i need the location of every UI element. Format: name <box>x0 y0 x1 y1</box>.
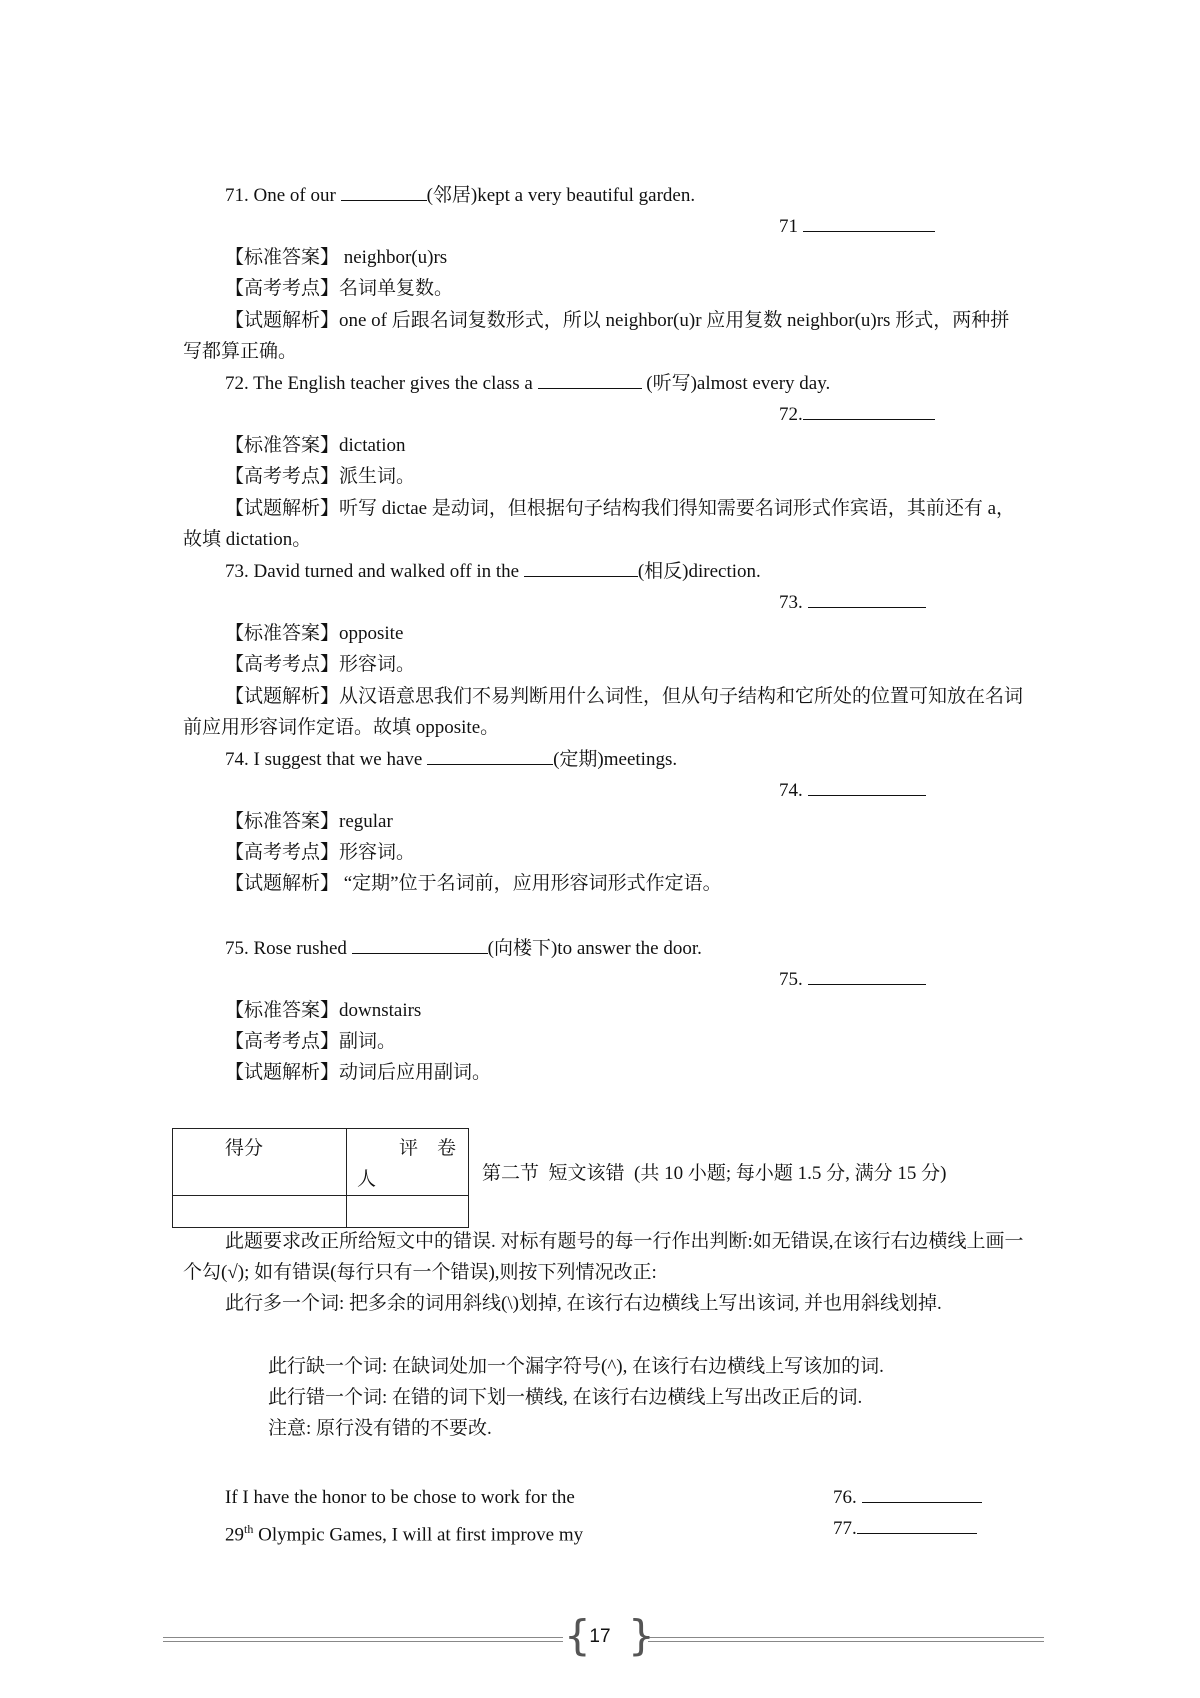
answer-blank[interactable] <box>524 560 638 577</box>
exam-point: 【高考考点】派生词。 <box>225 466 416 487</box>
left-brace-icon: { <box>564 1611 591 1660</box>
question-text: 71. One of our <box>225 185 341 206</box>
grader-value-cell[interactable] <box>347 1196 469 1228</box>
question-text: (邻居)kept a very beautiful garden. <box>426 185 696 206</box>
answer-blank[interactable] <box>857 1517 977 1534</box>
analysis: 【试题解析】从汉语意思我们不易判断用什么词性，但从句子结构和它所处的位置可知放在名词前应用形容词作定语。故填 opposite。 <box>183 686 1024 738</box>
answer-number: 74. <box>779 780 803 801</box>
standard-answer: 【标准答案】regular <box>225 811 393 832</box>
question-text: (定期)meetings. <box>553 749 678 770</box>
answer-line-77 <box>833 1515 977 1543</box>
question-text: (相反)direction. <box>637 561 761 582</box>
question-75 <box>225 935 702 963</box>
answer-line-76 <box>833 1484 982 1512</box>
analysis: 【试题解析】听写 dictae 是动词，但根据句子结构我们得知需要名词形式作宾语，其前还有 a，故填 dictation。 <box>183 498 1016 550</box>
score-cell <box>173 1129 347 1196</box>
instructions-p5: 注意: 原行没有错的不要改. <box>268 1418 492 1439</box>
answer-blank[interactable] <box>341 184 427 201</box>
answer-blank[interactable] <box>808 779 926 796</box>
instructions-p3: 此行缺一个词: 在缺词处加一个漏字符号(^), 在该行右边横线上写该加的词. <box>268 1356 884 1377</box>
passage-text: Olympic Games, I will at first improve my <box>253 1524 584 1546</box>
answer-blank[interactable] <box>803 403 935 420</box>
answer-number: 73. <box>779 592 803 613</box>
question-74 <box>225 746 677 774</box>
standard-answer: 【标准答案】opposite <box>225 623 404 644</box>
grader-label: 评 卷 <box>399 1138 457 1159</box>
answer-line-74 <box>779 777 926 805</box>
passage-line-77 <box>225 1515 583 1549</box>
answer-number: 75. <box>779 969 803 990</box>
score-label: 得分 <box>225 1138 264 1159</box>
standard-answer: 【标准答案】 neighbor(u)rs <box>225 247 448 268</box>
answer-blank[interactable] <box>803 215 935 232</box>
answer-blank[interactable] <box>808 591 926 608</box>
question-text: 73. David turned and walked off in the <box>225 561 524 582</box>
question-text: (听写)almost every day. <box>641 373 831 394</box>
footer-rule-right <box>648 1637 1044 1642</box>
exam-point: 【高考考点】形容词。 <box>225 842 416 863</box>
answer-blank[interactable] <box>862 1486 982 1503</box>
ordinal-suffix: th <box>244 1522 254 1536</box>
answer-line-71 <box>779 213 935 241</box>
question-71 <box>225 182 695 210</box>
standard-answer: 【标准答案】downstairs <box>225 1000 422 1021</box>
page-number: 17 <box>589 1626 611 1647</box>
passage-line-76: If I have the honor to be chose to work for the <box>225 1487 575 1508</box>
instructions-p4: 此行错一个词: 在错的词下划一横线, 在该行右边横线上写出改正后的词. <box>268 1387 863 1408</box>
question-72 <box>225 370 830 398</box>
answer-blank[interactable] <box>538 372 642 389</box>
score-value-cell[interactable] <box>173 1196 347 1228</box>
answer-line-73 <box>779 589 926 617</box>
exam-point: 【高考考点】名词单复数。 <box>225 278 454 299</box>
answer-line-72 <box>779 401 935 429</box>
question-73 <box>225 558 761 586</box>
answer-blank[interactable] <box>352 937 488 954</box>
instructions-p2: 此行多一个词: 把多余的词用斜线(\)划掉, 在该行右边横线上写出该词, 并也用斜线划掉. <box>225 1293 942 1314</box>
section-title: 第二节 短文该错 (共 10 小题; 每小题 1.5 分, 满分 15 分) <box>482 1163 947 1184</box>
analysis: 【试题解析】动词后应用副词。 <box>225 1062 492 1083</box>
grader-label: 人 <box>357 1169 377 1190</box>
question-text: (向楼下)to answer the door. <box>487 938 702 959</box>
answer-blank[interactable] <box>808 968 926 985</box>
answer-blank[interactable] <box>427 748 553 765</box>
answer-number: 71 <box>779 216 798 237</box>
footer-rule-left <box>163 1637 563 1642</box>
answer-number: 76. <box>833 1487 857 1508</box>
question-text: 74. I suggest that we have <box>225 749 428 770</box>
passage-text: 29 <box>225 1524 244 1546</box>
answer-number: 72. <box>779 404 803 425</box>
analysis: 【试题解析】 “定期”位于名词前，应用形容词形式作定语。 <box>225 873 722 894</box>
exam-point: 【高考考点】副词。 <box>225 1031 397 1052</box>
question-text: 75. Rose rushed <box>225 938 352 959</box>
analysis: 【试题解析】one of 后跟名词复数形式，所以 neighbor(u)r 应用复数 neighbor(u)rs 形式，两种拼写都算正确。 <box>183 310 1010 362</box>
instructions-p1: 此题要求改正所给短文中的错误. 对标有题号的每一行作出判断:如无错误,在该行右边横线上画一个勾(√); 如有错误(每行只有一个错误),则按下列情况改正: <box>183 1231 1024 1283</box>
grader-cell <box>347 1129 469 1196</box>
answer-number: 77. <box>833 1518 857 1539</box>
question-text: 72. The English teacher gives the class a <box>225 373 538 394</box>
exam-point: 【高考考点】形容词。 <box>225 654 416 675</box>
standard-answer: 【标准答案】dictation <box>225 435 406 456</box>
answer-line-75 <box>779 966 926 994</box>
score-table <box>172 1128 469 1228</box>
right-brace-icon: } <box>628 1611 655 1660</box>
